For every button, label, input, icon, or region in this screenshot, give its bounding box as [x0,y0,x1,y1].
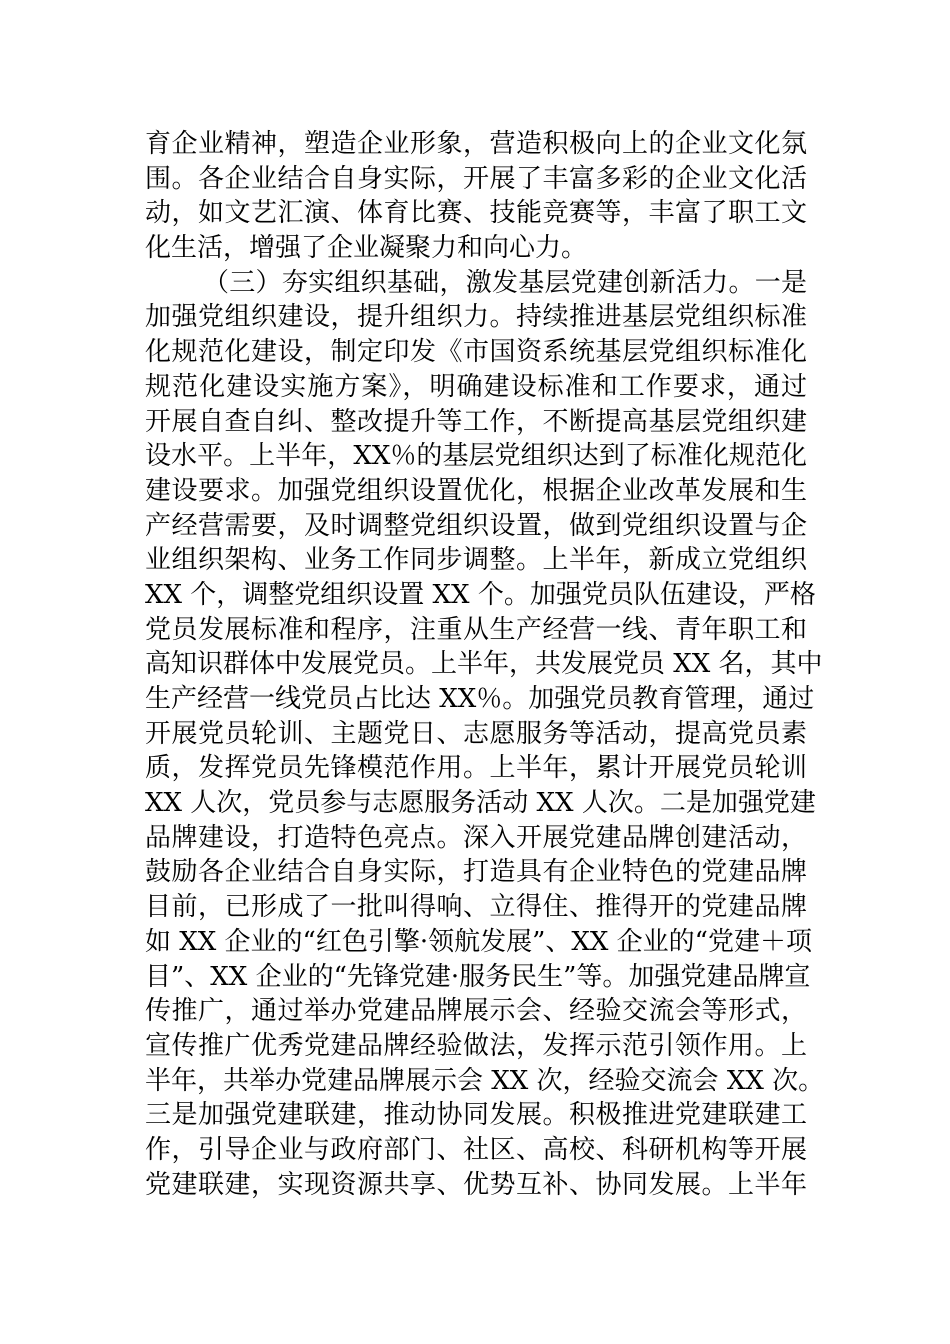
text-line: 业组织架构、业务工作同步调整。上半年，新成立党组织 [145,545,807,576]
text-line: 宣传推广优秀党建品牌经验做法，发挥示范引领作用。上 [145,1030,807,1061]
text-line: XX 个，调整党组织设置 XX 个。加强党员队伍建设，严格 [145,579,816,610]
text-line: 化规范化建设，制定印发《市国资系统基层党组织标准化 [145,337,807,368]
text-line: 围。各企业结合自身实际，开展了丰富多彩的企业文化活 [145,163,807,194]
text-line: 育企业精神，塑造企业形象，营造积极向上的企业文化氛 [145,129,807,159]
text-line: 党员发展标准和程序，注重从生产经营一线、青年职工和 [145,614,807,645]
text-line: 传推广，通过举办党建品牌展示会、经验交流会等形式， [145,996,807,1027]
text-line: 设水平。上半年，XX％的基层党组织达到了标准化规范化 [145,441,807,472]
text-line: 生产经营一线党员占比达 XX％。加强党员教育管理，通过 [145,684,815,714]
text-line: 鼓励各企业结合自身实际，打造具有企业特色的党建品牌 [145,857,807,888]
text-line: 品牌建设，打造特色亮点。深入开展党建品牌创建活动， [145,822,807,853]
text-line: 目前，已形成了一批叫得响、立得住、推得开的党建品牌 [145,892,807,923]
text-line: 开展自查自纠、整改提升等工作，不断提高基层党组织建 [145,406,807,437]
text-line: 作，引导企业与政府部门、社区、高校、科研机构等开展 [145,1134,807,1165]
text-line: 化生活，增强了企业凝聚力和向心力。 [145,233,588,264]
text-line: 动，如文艺汇演、体育比赛、技能竞赛等，丰富了职工文 [145,198,807,229]
text-line: 开展党员轮训、主题党日、志愿服务等活动，提高党员素 [145,718,807,749]
section-heading-line: （三）夯实组织基础，激发基层党建创新活力。一是 [203,267,807,298]
text-line: 建设要求。加强党组织设置优化，根据企业改革发展和生 [145,475,807,506]
body-text [145,127,825,1202]
text-line: 高知识群体中发展党员。上半年，共发展党员 XX 名，其中 [145,649,823,680]
text-line: 党建联建，实现资源共享、优势互补、协同发展。上半年 [145,1169,807,1200]
text-line: 目”、XX 企业的“先锋党建·服务民生”等。加强党建品牌宣 [145,961,811,992]
text-line: 规范化建设实施方案》，明确建设标准和工作要求，通过 [145,371,807,402]
text-line: 三是加强党建联建，推动协同发展。积极推进党建联建工 [145,1100,807,1131]
text-line: 产经营需要，及时调整党组织设置，做到党组织设置与企 [145,510,807,541]
text-line: 半年，共举办党建品牌展示会 XX 次，经验交流会 XX 次。 [145,1065,825,1096]
text-line: 加强党组织建设，提升组织力。持续推进基层党组织标准 [145,302,807,333]
text-line: 质，发挥党员先锋模范作用。上半年，累计开展党员轮训 [145,753,807,784]
text-line: 如 XX 企业的“红色引擎·领航发展”、XX 企业的“党建＋项 [145,926,812,957]
text-line: XX 人次，党员参与志愿服务活动 XX 人次。二是加强党建 [145,788,816,819]
